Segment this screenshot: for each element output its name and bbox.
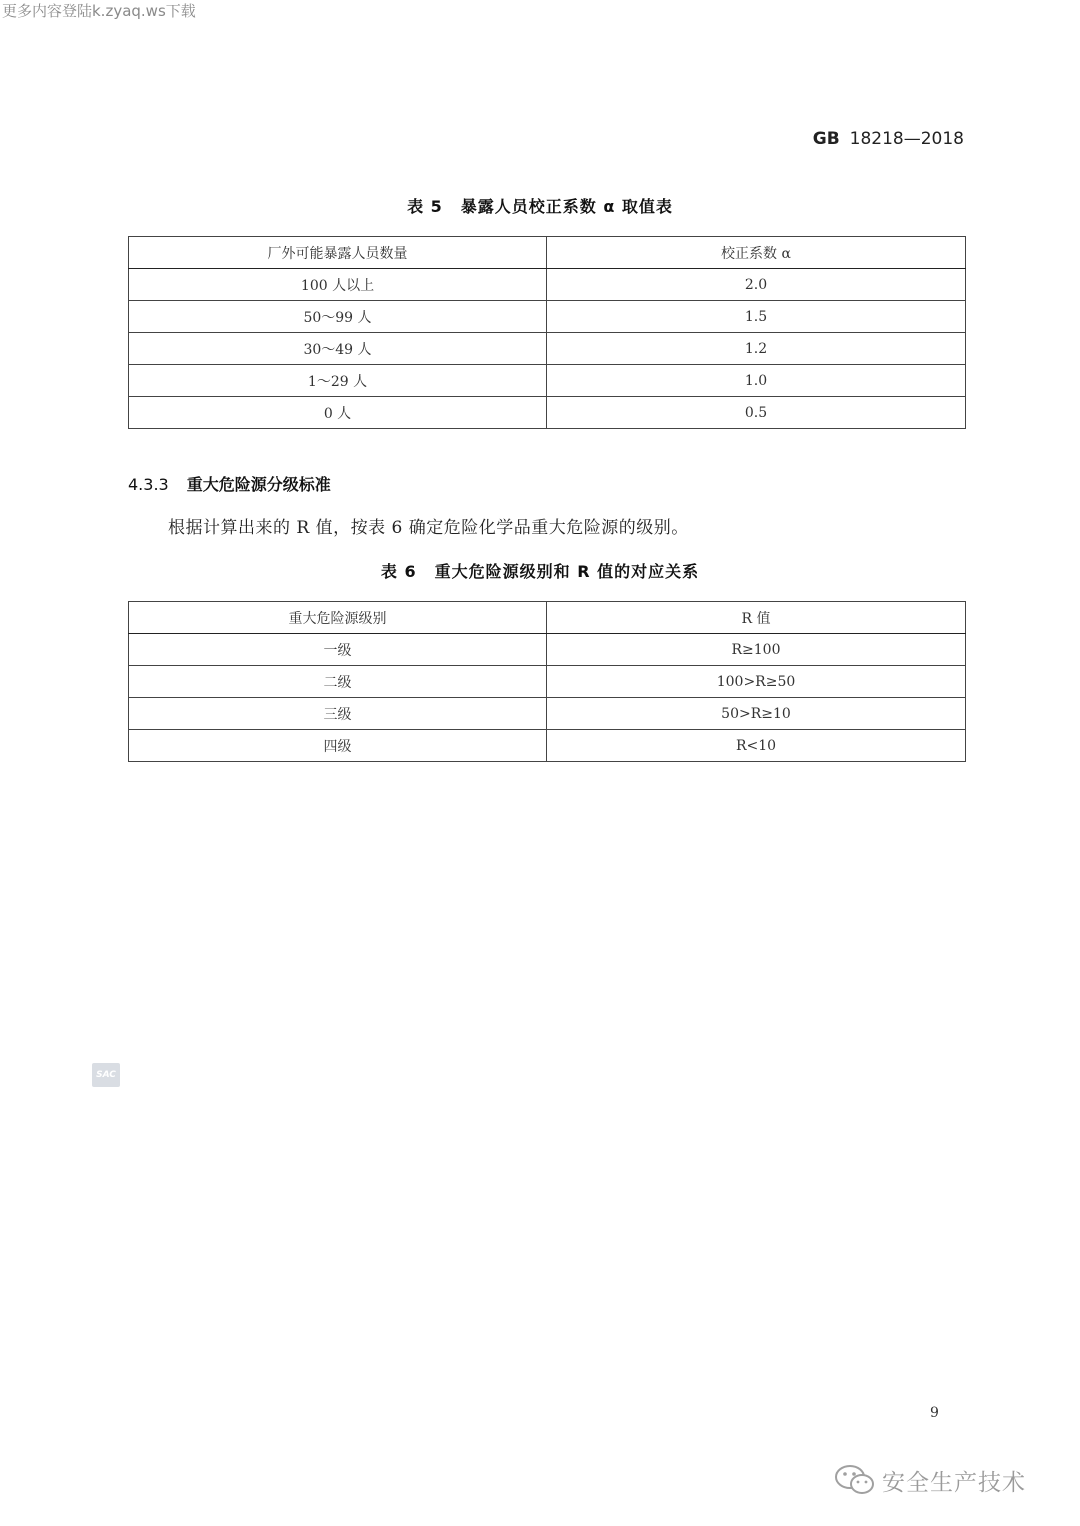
wechat-account-name: 安全生产技术 bbox=[882, 1469, 1026, 1496]
table-cell: 三级 bbox=[129, 698, 547, 730]
wechat-watermark bbox=[834, 1460, 1026, 1500]
table-cell: R<10 bbox=[547, 730, 966, 762]
table-cell: 1～29 人 bbox=[129, 365, 547, 397]
standard-code-number: 18218—2018 bbox=[849, 129, 964, 149]
wechat-icon bbox=[834, 1463, 876, 1497]
table-cell: 30～49 人 bbox=[129, 333, 547, 365]
table-cell: 2.0 bbox=[547, 269, 966, 301]
table-cell: 1.5 bbox=[547, 301, 966, 333]
table-cell: 50～99 人 bbox=[129, 301, 547, 333]
table-cell: 0 人 bbox=[129, 397, 547, 429]
table6-caption-number: 表 6 bbox=[380, 562, 417, 581]
table5 bbox=[128, 236, 966, 429]
table6-header-cell: R 值 bbox=[547, 602, 966, 634]
table5-header-cell: 校正系数 α bbox=[547, 237, 966, 269]
table-row bbox=[129, 365, 966, 397]
table-cell: 0.5 bbox=[547, 397, 966, 429]
table-cell: 100 人以上 bbox=[129, 269, 547, 301]
table5-caption-title: 暴露人员校正系数 α 取值表 bbox=[460, 197, 673, 216]
table6-caption bbox=[0, 559, 1080, 582]
table-row bbox=[129, 269, 966, 301]
table5-caption-number: 表 5 bbox=[407, 197, 443, 216]
table-cell: 50>R≥10 bbox=[547, 698, 966, 730]
table6 bbox=[128, 601, 966, 762]
table5-header-cell: 厂外可能暴露人员数量 bbox=[129, 237, 547, 269]
body-paragraph: 根据计算出来的 R 值，按表 6 确定危险化学品重大危险源的级别。 bbox=[168, 518, 689, 538]
table6-header-row bbox=[129, 602, 966, 634]
table-cell: 四级 bbox=[129, 730, 547, 762]
sac-logo: SAC bbox=[92, 1063, 120, 1087]
table6-caption-title: 重大危险源级别和 R 值的对应关系 bbox=[434, 562, 700, 581]
standard-code-prefix: GB bbox=[812, 129, 840, 149]
table5-header-row bbox=[129, 237, 966, 269]
table-cell: 1.0 bbox=[547, 365, 966, 397]
table-row bbox=[129, 698, 966, 730]
section-title: 重大危险源分级标准 bbox=[186, 475, 331, 494]
table-row bbox=[129, 634, 966, 666]
table6-header-cell: 重大危险源级别 bbox=[129, 602, 547, 634]
table-cell: 一级 bbox=[129, 634, 547, 666]
table-row bbox=[129, 397, 966, 429]
table5-caption bbox=[0, 194, 1080, 217]
table-row bbox=[129, 333, 966, 365]
table-cell: 1.2 bbox=[547, 333, 966, 365]
page-number: 9 bbox=[930, 1405, 939, 1421]
table-row bbox=[129, 730, 966, 762]
section-number: 4.3.3 bbox=[128, 475, 169, 494]
top-watermark: 更多内容登陆k.zyaq.ws下载 bbox=[2, 2, 196, 20]
standard-code bbox=[813, 129, 964, 149]
section-heading bbox=[128, 472, 331, 495]
table-cell: 100>R≥50 bbox=[547, 666, 966, 698]
table-row bbox=[129, 301, 966, 333]
table-row bbox=[129, 666, 966, 698]
table-cell: R≥100 bbox=[547, 634, 966, 666]
table-cell: 二级 bbox=[129, 666, 547, 698]
